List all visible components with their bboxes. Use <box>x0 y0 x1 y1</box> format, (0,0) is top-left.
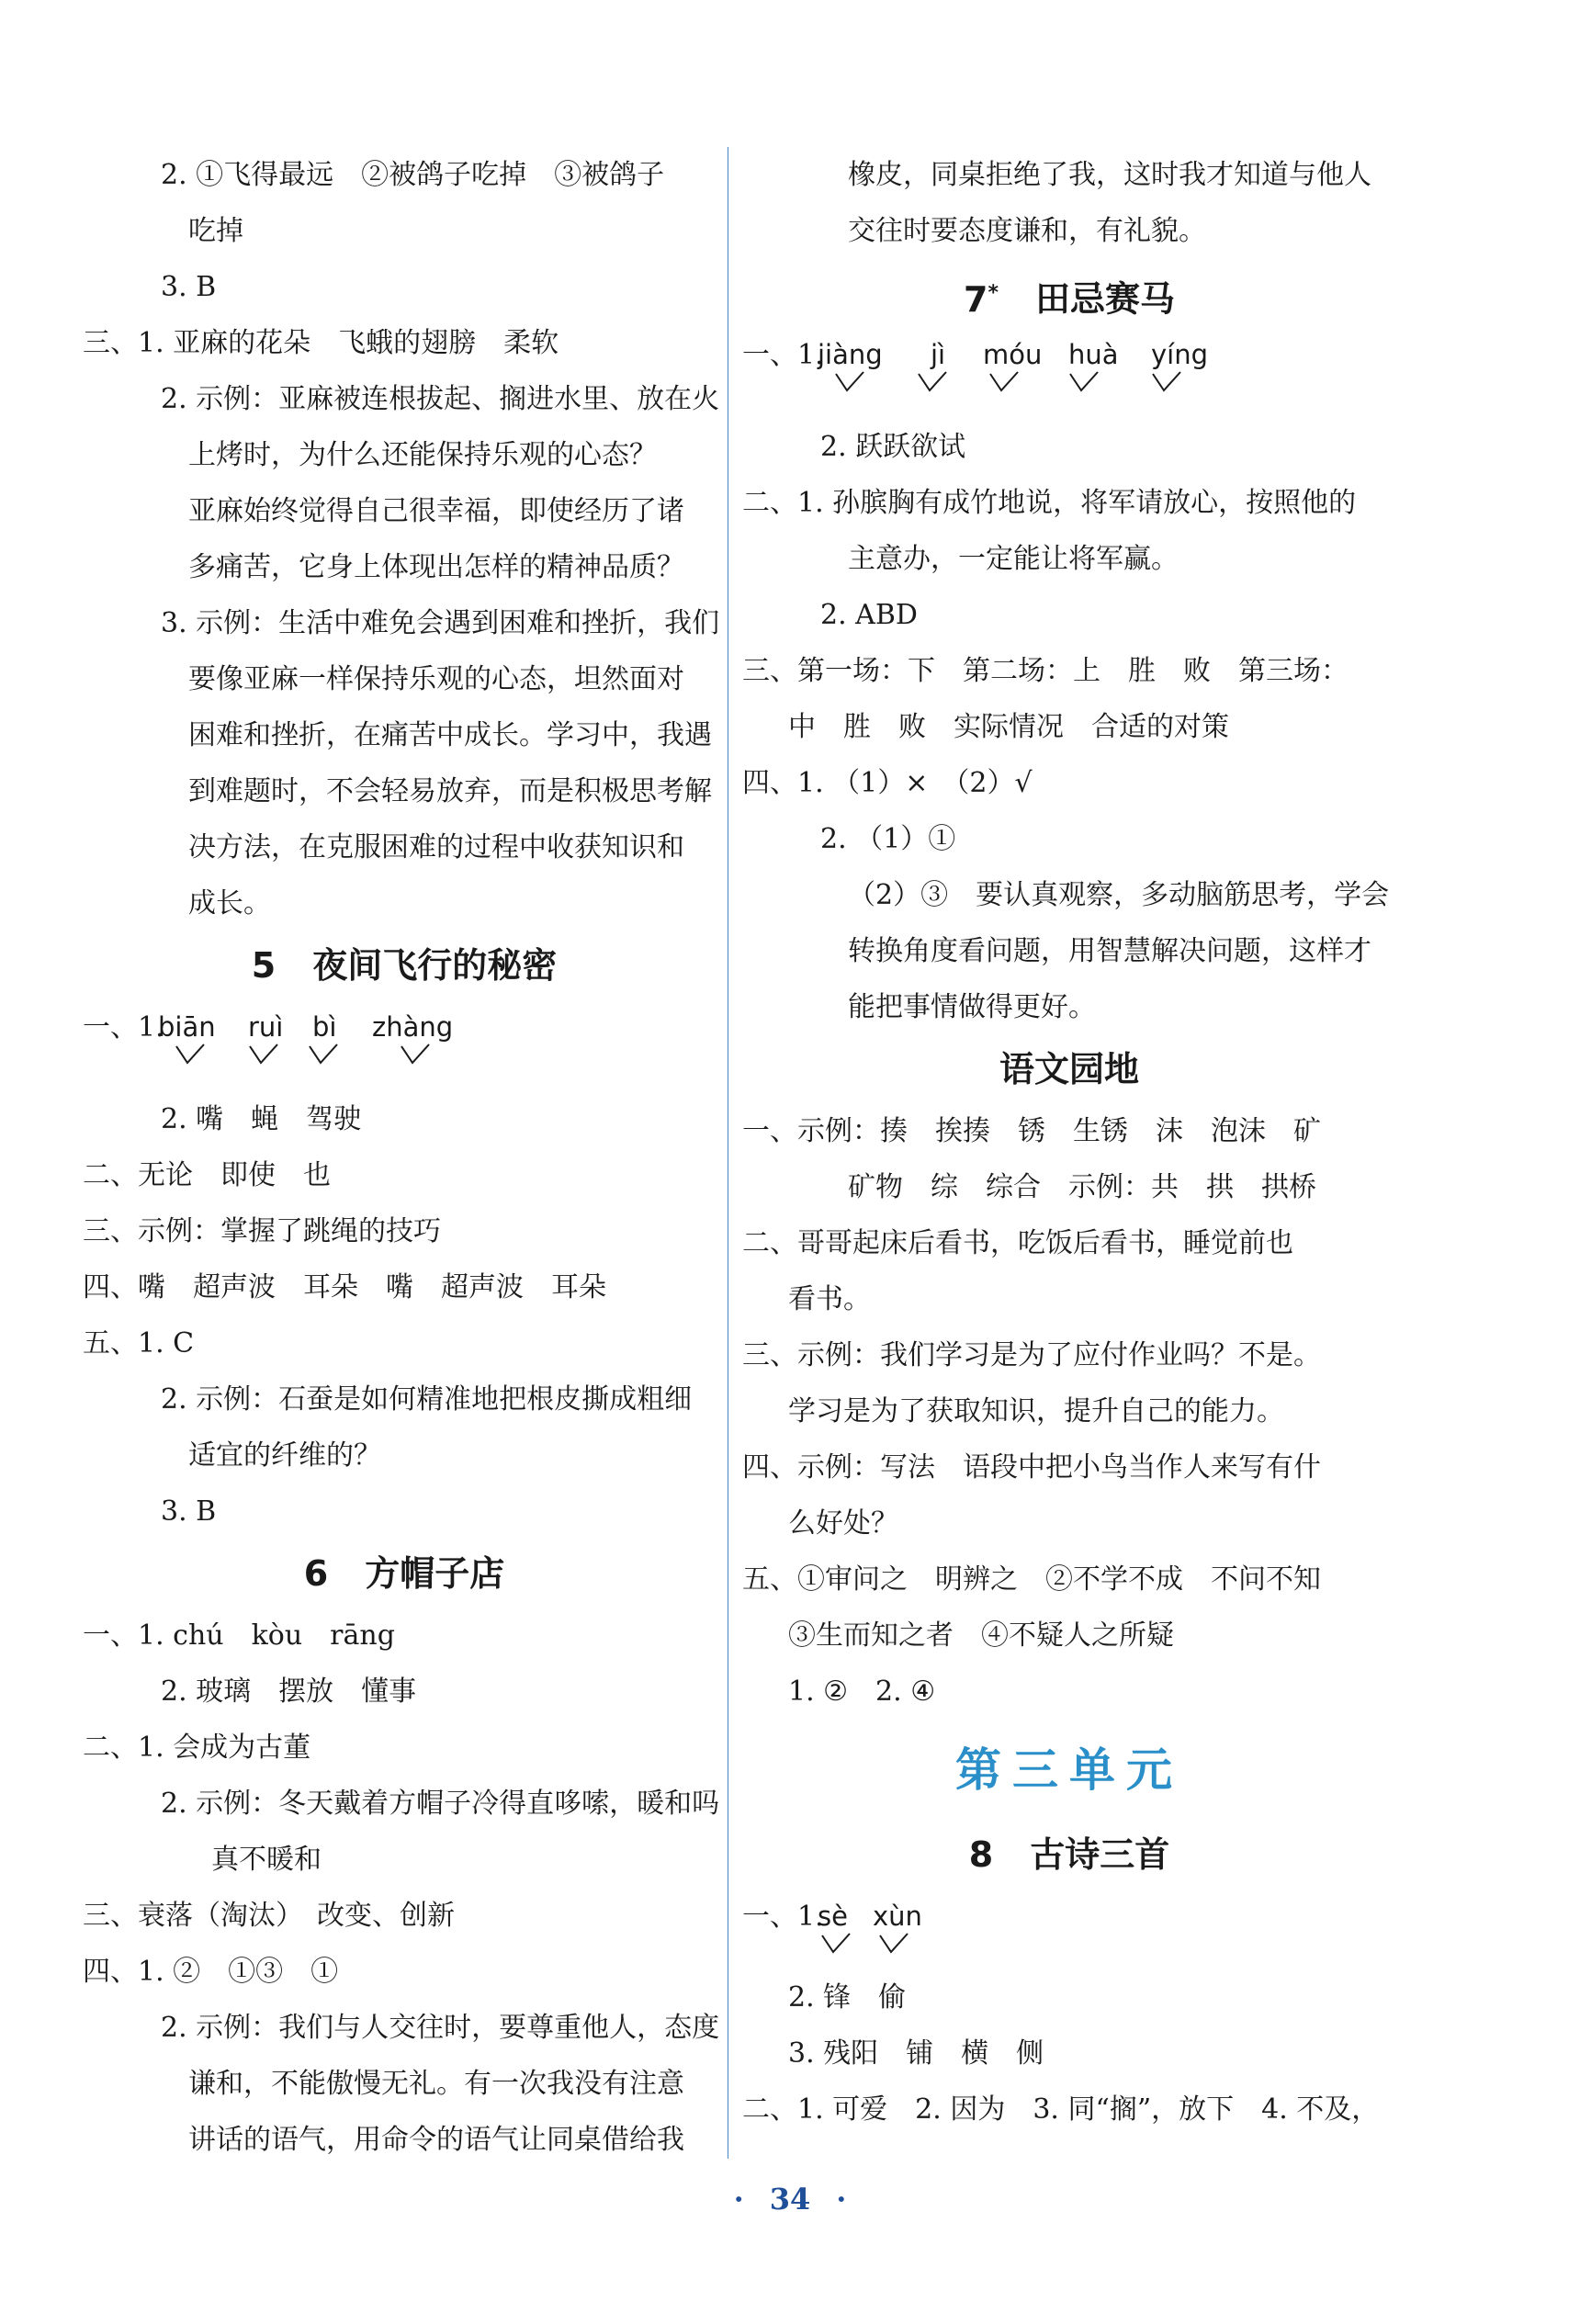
answer-line: 多痛苦，它身上体现出怎样的精神品质？ <box>188 551 684 583</box>
pinyin: zhàng <box>372 1011 454 1043</box>
answer-line: 1. ② 2. ④ <box>788 1675 936 1708</box>
answer-line: 看书。 <box>788 1283 871 1315</box>
pinyin-row <box>83 999 726 1091</box>
answer-line: 2. 示例：我们与人交往时，要尊重他人，态度 <box>161 2012 720 2044</box>
lesson-title <box>742 261 1396 325</box>
answer-line: 真不暖和 <box>211 1844 322 1876</box>
answer-line: 2. ①飞得最远 ②被鸽子吃掉 ③被鸽子 <box>161 159 665 191</box>
answer-line: 二、无论 即使 也 <box>83 1159 331 1191</box>
answer-line: 适宜的纤维的？ <box>188 1439 381 1472</box>
answer-line: 五、1. C <box>83 1327 195 1359</box>
answer-line: 2. ABD <box>820 599 918 631</box>
answer-line: 中 胜 败 实际情况 合适的对策 <box>788 711 1229 743</box>
optional-star: * <box>988 281 999 304</box>
answer-line: 3. 示例：生活中难免会遇到困难和挫折，我们 <box>161 607 720 639</box>
answer-line: 3. B <box>161 1495 217 1528</box>
pinyin: yíng <box>1151 339 1209 370</box>
answer-line: 要像亚麻一样保持乐观的心态，坦然面对 <box>188 663 684 695</box>
answer-line: 四、示例：写法 语段中把小鸟当作人来写有什 <box>742 1451 1321 1484</box>
answer-line: 四、1. （1）× （2）√ <box>742 767 1033 799</box>
answer-line: 转换角度看问题，用智慧解决问题，这样才 <box>848 935 1371 967</box>
answer-line: 二、哥哥起床后看书，吃饭后看书，睡觉前也 <box>742 1227 1293 1259</box>
pinyin-row <box>742 327 1396 419</box>
answer-line: 上烤时，为什么还能保持乐观的心态？ <box>188 439 657 471</box>
pinyin: sè <box>818 1901 848 1932</box>
answer-line: 决方法，在克服困难的过程中收获知识和 <box>188 831 684 863</box>
lesson-title <box>742 1822 1396 1887</box>
lesson-name: 方帽子店 <box>365 1553 505 1594</box>
answer-line: 2. 锋 偷 <box>788 1981 907 2014</box>
question-label: 一、1. <box>83 1011 164 1044</box>
answer-line: 讲话的语气，用命令的语气让同桌借给我 <box>188 2124 684 2156</box>
question-label: 一、1. <box>742 1901 824 1933</box>
answer-line: 四、1. ② ①③ ① <box>83 1956 339 1988</box>
pinyin: huà <box>1068 339 1119 370</box>
check-mark-icon <box>175 1041 206 1068</box>
answer-line: 五、①审问之 明辨之 ②不学不成 不问不知 <box>742 1563 1321 1596</box>
answer-line: 三、1. 亚麻的花朵 飞蛾的翅膀 柔软 <box>83 327 559 359</box>
answer-line: 二、1. 会成为古董 <box>83 1732 311 1764</box>
answer-line: 二、1. 孙膑胸有成竹地说，将军请放心，按照他的 <box>742 487 1357 519</box>
unit-heading: 第三单元 <box>955 1743 1183 1797</box>
check-mark-icon <box>1151 368 1182 396</box>
answer-line: 三、示例：我们学习是为了应付作业吗？不是。 <box>742 1339 1321 1371</box>
check-mark-icon <box>248 1041 279 1068</box>
pinyin: jiàng <box>818 339 883 370</box>
answer-line: 三、示例：掌握了跳绳的技巧 <box>83 1215 441 1247</box>
answer-line: 2. 示例：石蚕是如何精准地把根皮撕成粗细 <box>161 1383 693 1416</box>
answer-line: 2. 示例：亚麻被连根拔起、搁进水里、放在火 <box>161 383 720 415</box>
answer-line: 2. 嘴 蝇 驾驶 <box>161 1103 362 1135</box>
answer-line: 到难题时，不会轻易放弃，而是积极思考解 <box>188 775 712 807</box>
question-label: 一、1. <box>742 339 824 371</box>
right-column <box>742 147 1396 2138</box>
pinyin: bì <box>312 1011 337 1043</box>
pinyin: biān <box>158 1011 216 1043</box>
answer-line: 二、1. 可爱 2. 因为 3. 同“搁”，放下 4. 不及， <box>742 2093 1380 2126</box>
answer-line: 3. B <box>161 271 217 303</box>
answer-line: 2. 跃跃欲试 <box>820 431 966 463</box>
check-mark-icon <box>988 368 1020 396</box>
answer-line: （2）③ 要认真观察，多动脑筋思考，学会 <box>848 879 1390 911</box>
section-title: 语文园地 <box>999 1049 1139 1089</box>
answer-line: 2. 玻璃 摆放 懂事 <box>161 1675 417 1708</box>
answer-line: 能把事情做得更好。 <box>848 991 1096 1023</box>
answer-line: 3. 残阳 铺 横 侧 <box>788 2037 1044 2070</box>
answer-line: 四、嘴 超声波 耳朵 嘴 超声波 耳朵 <box>83 1271 606 1303</box>
check-mark-icon <box>917 368 948 396</box>
check-mark-icon <box>400 1041 431 1068</box>
answer-line: 一、1. chú kòu rāng <box>83 1619 395 1652</box>
answer-line: 学习是为了获取知识，提升自己的能力。 <box>788 1395 1284 1427</box>
lesson-number: 5 <box>251 945 276 986</box>
pinyin: ruì <box>248 1011 284 1043</box>
answer-line: 谦和，不能傲慢无礼。有一次我没有注意 <box>188 2068 684 2100</box>
answer-line: 么好处？ <box>788 1507 898 1540</box>
answer-line: 主意办，一定能让将军赢。 <box>848 543 1179 575</box>
answer-line: ③生而知之者 ④不疑人之所疑 <box>788 1619 1174 1652</box>
answer-line: 吃掉 <box>188 215 243 247</box>
pinyin: móu <box>983 339 1043 370</box>
answer-line: 三、衰落（淘汰） 改变、创新 <box>83 1900 455 1932</box>
answer-line: 成长。 <box>188 887 271 919</box>
answer-line: 2. 示例：冬天戴着方帽子冷得直哆嗦，暖和吗 <box>161 1788 720 1820</box>
lesson-name: 古诗三首 <box>1030 1834 1170 1875</box>
check-mark-icon <box>834 368 865 396</box>
check-mark-icon <box>1068 368 1100 396</box>
answer-line: 三、第一场：下 第二场：上 胜 败 第三场： <box>742 655 1349 687</box>
lesson-number: 7* <box>964 278 999 320</box>
answer-line: 矿物 综 综合 示例：共 拱 拱桥 <box>848 1171 1316 1203</box>
answer-line: 亚麻始终觉得自己很幸福，即使经历了诸 <box>188 495 684 527</box>
page-number: · 34 · <box>733 2182 847 2217</box>
answer-line: 橡皮，同桌拒绝了我，这时我才知道与他人 <box>848 159 1371 191</box>
answer-line: 一、示例：揍 挨揍 锈 生锈 沫 泡沫 矿 <box>742 1115 1321 1147</box>
lesson-number: 6 <box>303 1553 329 1594</box>
answer-line: 交往时要态度谦和，有礼貌。 <box>848 215 1206 247</box>
check-mark-icon <box>820 1930 852 1957</box>
answer-line: 2. （1）① <box>820 823 956 855</box>
pinyin: jì <box>931 339 946 370</box>
lesson-number: 8 <box>968 1834 994 1875</box>
lesson-title <box>83 1541 726 1606</box>
answer-line: 困难和挫折，在痛苦中成长。学习中，我遇 <box>188 719 712 751</box>
check-mark-icon <box>308 1041 339 1068</box>
lesson-name: 夜间飞行的秘密 <box>312 945 558 986</box>
pinyin-row <box>742 1889 1396 1969</box>
left-column <box>83 147 726 2168</box>
lesson-title <box>83 933 726 998</box>
check-mark-icon <box>878 1930 909 1957</box>
pinyin: xùn <box>873 1901 922 1932</box>
lesson-name: 田忌赛马 <box>1034 278 1175 320</box>
